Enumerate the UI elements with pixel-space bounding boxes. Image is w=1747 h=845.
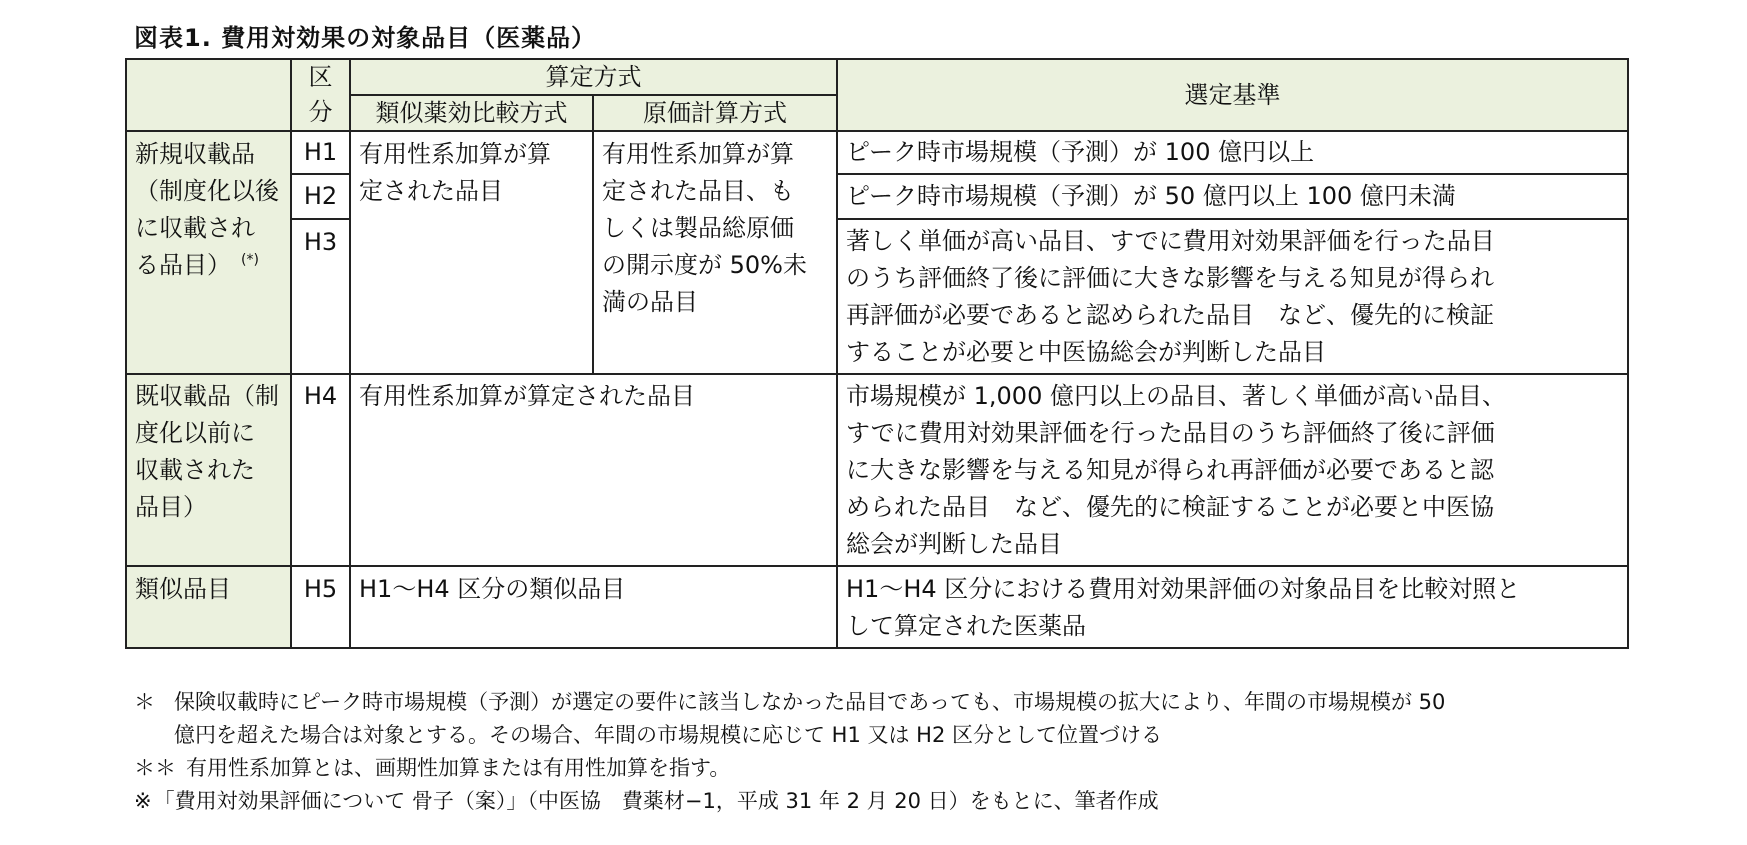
code-h1: H1 [291, 131, 350, 174]
figure-title: 図表1. 費用対効果の対象品目（医薬品） [134, 24, 597, 52]
criteria-h1: ピーク時市場規模（予測）が 100 億円以上 [837, 131, 1628, 174]
footnote-1-line-2: 億円を超えた場合は対象とする。その場合、年間の市場規模に応じて H1 又は H2 区分として位置づける [174, 723, 1163, 747]
criteria-h3-line-2: のうち評価終了後に評価に大きな影響を与える知見が得られ [846, 264, 1494, 292]
genka-new-line-5: 満の品目 [602, 288, 698, 316]
criteria-h5 [837, 566, 1628, 648]
category-existing [126, 374, 291, 566]
code-h3: H3 [291, 219, 350, 374]
category-similar: 類似品目 [126, 566, 291, 648]
criteria-h4-line-3: に大きな影響を与える知見が得られ再評価が必要であると認 [846, 456, 1494, 484]
footnote-double-asterisk [134, 752, 1624, 785]
footnote-3-line-1: 「費用対効果評価について 骨子（案）」（中医協 費薬材−1，平成 31 年 2 月 20 日）をもとに、筆者作成 [153, 789, 1159, 813]
genka-new-line-2: 定された品目、も [602, 177, 794, 205]
method-h5: H1～H4 区分の類似品目 [350, 566, 837, 648]
footnote-asterisk [134, 686, 1624, 752]
ruiji-new-line-2: 定された品目 [359, 177, 503, 205]
header-corner-cell [126, 59, 291, 131]
header-kubun-line-2: 分 [308, 98, 333, 126]
header-santei-method: 算定方式 [350, 59, 837, 95]
criteria-h3 [837, 219, 1628, 374]
footnote-1-mark: ＊ [134, 690, 155, 714]
ruiji-cell-new [350, 131, 593, 374]
criteria-h4-line-4: められた品目 など、優先的に検証することが必要と中医協 [846, 493, 1494, 521]
category-existing-line-3: 収載された [135, 456, 255, 484]
category-new-line-1: 新規収載品 [135, 140, 255, 168]
footnote-3-mark: ※ [134, 789, 152, 813]
category-existing-line-4: 品目） [135, 493, 207, 521]
category-new-line-4: る品目） [135, 251, 231, 279]
table-header-row-1 [126, 59, 1628, 95]
footnote-2-mark: ＊＊ [134, 756, 176, 780]
code-h5: H5 [291, 566, 350, 648]
criteria-h4-line-5: 総会が判断した品目 [846, 530, 1062, 558]
genka-new-line-1: 有用性系加算が算 [602, 140, 794, 168]
footnote-2-line-1: 有用性系加算とは、画期性加算または有用性加算を指す。 [186, 756, 731, 780]
table-row-h4 [126, 374, 1628, 566]
table-row-h5 [126, 566, 1628, 648]
category-new-line-3: に収載され [135, 214, 255, 242]
genka-cell-new [593, 131, 837, 374]
target-items-table [125, 58, 1629, 649]
criteria-h3-line-1: 著しく単価が高い品目、すでに費用対効果評価を行った品目 [846, 227, 1495, 255]
criteria-h4-line-2: すでに費用対効果評価を行った品目のうち評価終了後に評価 [846, 419, 1495, 447]
criteria-h4-line-1: 市場規模が 1,000 億円以上の品目、著しく単価が高い品目、 [846, 382, 1506, 410]
method-h4: 有用性系加算が算定された品目 [350, 374, 837, 566]
header-kubun [291, 59, 350, 131]
code-h4: H4 [291, 374, 350, 566]
criteria-h5-line-1: H1～H4 区分における費用対効果評価の対象品目を比較対照と [846, 575, 1521, 603]
code-h2: H2 [291, 174, 350, 219]
criteria-h2: ピーク時市場規模（予測）が 50 億円以上 100 億円未満 [837, 174, 1628, 219]
footnotes [134, 686, 1624, 818]
table-row-h1 [126, 131, 1628, 174]
category-new-listing [126, 131, 291, 374]
category-existing-line-2: 度化以前に [135, 419, 255, 447]
criteria-h3-line-4: することが必要と中医協総会が判断した品目 [846, 338, 1326, 366]
footnote-1-line-1: 保険収載時にピーク時市場規模（予測）が選定の要件に該当しなかった品目であっても、市場規模の拡大により、年間の市場規模が 50 [174, 690, 1446, 714]
criteria-h4 [837, 374, 1628, 566]
criteria-h3-line-3: 再評価が必要であると認められた品目 など、優先的に検証 [846, 301, 1494, 329]
category-new-footnote-mark: (*) [241, 252, 259, 268]
header-genka-method: 原価計算方式 [593, 95, 837, 131]
header-selection-criteria: 選定基準 [837, 59, 1628, 131]
genka-new-line-3: しくは製品総原価 [602, 214, 794, 242]
header-kubun-line-1: 区 [308, 63, 333, 91]
footnote-source [134, 785, 1624, 818]
header-ruiji-method: 類似薬効比較方式 [350, 95, 593, 131]
category-existing-line-1: 既収載品（制 [135, 382, 279, 410]
category-new-line-2: （制度化以後 [135, 177, 279, 205]
genka-new-line-4: の開示度が 50%未 [602, 251, 807, 279]
ruiji-new-line-1: 有用性系加算が算 [359, 140, 551, 168]
criteria-h5-line-2: して算定された医薬品 [846, 612, 1086, 640]
